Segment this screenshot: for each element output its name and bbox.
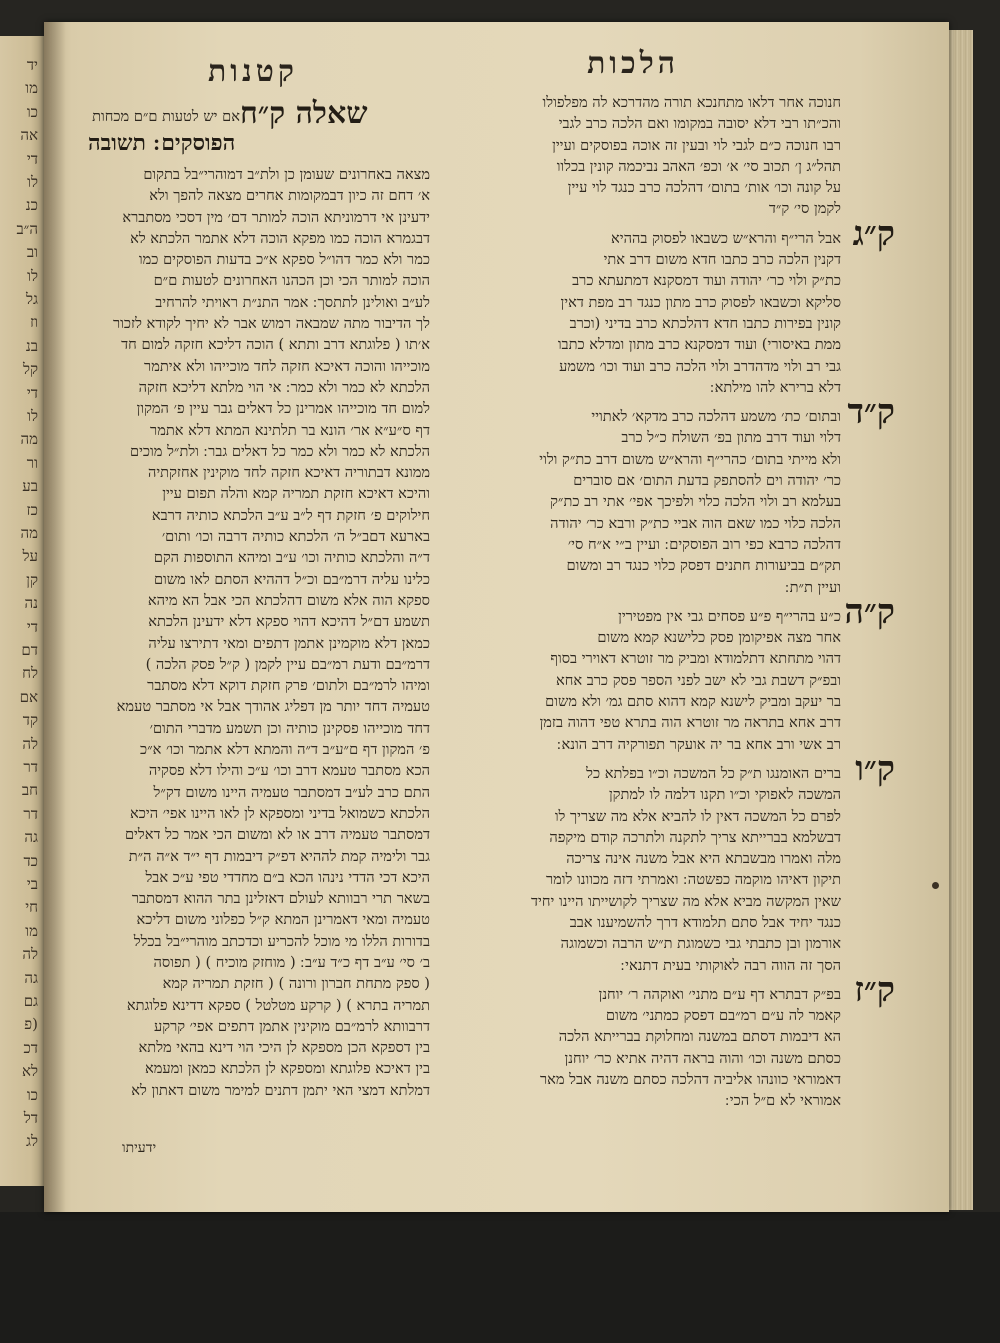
text-line: דחד מוכייהו פסקינן כותיה וכן תשמע מדברי התום׳ (149, 719, 430, 737)
text-line: דרב אחא בתראה מר זוטרא הוה בתרא טפי דהוה בזמן (539, 714, 841, 732)
text-line: דרמ״בם ודעת רמ״בם עיין לקמן ( ק״ל פסק הלכה ) (145, 655, 430, 673)
text-line: חילוקים פ׳ חזקת דף ל״ב ע״ב הלכתא כותיה דרבא (151, 506, 430, 524)
facing-page-text-fragment: לה (22, 945, 38, 964)
text-line: מצאה באחרונים שעומן כן ולת״ב דמוהרי״בל בתקום (143, 166, 430, 183)
catchword: ידעיתו (122, 1140, 157, 1156)
text-line: ( ספק מתחת חברון ורונה ) ( חזקת תמריה קמא (162, 975, 430, 993)
text-line: בפ״ק דבתרא דף ע״ם מתני׳ ואוקהה ר׳ יוחנן (598, 985, 841, 1003)
facing-page-text-fragment: דם (21, 641, 38, 659)
text-line: כמר ולא כמר דהו״ל ספקא א״כ בדעות הפוסקים כמו (138, 251, 430, 269)
text-line: הלכתא כשמואל בדיני ומספקא לן לאו היינו אפי׳ היכא (129, 804, 430, 822)
text-line: דקנין הלכה כרב כתבו חדא משום דרב אתי (603, 251, 841, 269)
text-line: אחר מצה אפיקומן פסק כלישנא קמא משום (597, 629, 841, 647)
text-line: ומיהו לרמ״בם ולתום׳ פרק חזקת דוקא דלא מסתבר (147, 677, 430, 695)
text-line: לך הדיבור מתה שמבאה רמוש אבר לא יחיך לקודא לזכור (112, 315, 430, 333)
facing-page-text-fragment: ור (26, 453, 38, 472)
text-line: טעמיה ומאי דאמרינן המתא ק״ל כפלוני משום דליכא (136, 911, 430, 929)
text-line: התם כרב לע״ב דמסתבר טעמיה היינו משום דק״ל (153, 783, 430, 801)
answer-heading: הפוסקים ׃ תשובה (88, 130, 236, 156)
text-line: כמאן דלא מוקמינן אתמן דתפים ומאי דתירצו עליה (148, 634, 430, 652)
text-line: ד״ה והלכתא כותיה וכו׳ ע״ב ומיהא התוספות הקם (153, 549, 430, 567)
text-line: אבל הרי״ף והרא״ש כשבאו לפסוק בההיא (611, 229, 841, 247)
facing-page-text-fragment: לו (27, 407, 38, 425)
facing-page-text-fragment: גם (23, 992, 38, 1010)
section-block (441, 213, 895, 398)
intro-line: אם יש לטעות ם״ם מכחות (92, 108, 240, 125)
text-line: תיקון דאיהו מוקמה כפשטה ׃ ואמרתי דזה מכוונו לומר (545, 871, 841, 889)
text-line: על קונה וכו׳ אות׳ בתום׳ דהלכה כרב כנגד לוי עיין (567, 179, 841, 197)
text-line: הכא מסתבר טעמא דרב וכו׳ ע״כ והילו דלא פסקיה (148, 762, 430, 780)
facing-page-text-fragment: כד (23, 851, 38, 870)
text-line: רב אשי ורב אחא בר יה אועקר תפורקיה דרב הונא ׃ (556, 735, 841, 753)
text-line: ולא מייתי בתום׳ כהרי״ף והרא״ש משום דרב כת״ק ולוי (539, 450, 841, 468)
facing-page-text-fragment: בי (26, 875, 38, 893)
scan-backdrop-bottom (0, 1212, 1000, 1343)
text-line: לקמן סי׳ ק״ד (768, 200, 841, 218)
text-line: הסך זה הווה רבה לאוקותי בעית דתנאי ׃ (620, 956, 841, 974)
text-line: גבי רב ולוי מדהדרב ולוי הלכה כרב ועוד וכו׳ משמע (559, 357, 841, 375)
text-line: הא דיבמות דסתם במשנה ומחלוקת בברייתא הלכה (558, 1028, 841, 1046)
text-line: ועיין ת״ת ׃ (785, 578, 841, 596)
text-line: א׳תו ( פלוגתא דרב ותתא )׃ הוכה דליכא חזקה למום חד (121, 336, 430, 354)
facing-page-text-fragment: וב (26, 243, 38, 262)
section-block (441, 591, 895, 755)
text-line: דמסתבר טעמיה דרב או לא ומשום הכי אמר כל דאלים (124, 826, 430, 844)
text-line: דלוי ועוד דרב מתון בפ׳ השולח כ״ל כרב (621, 429, 841, 447)
spine-shadow (44, 22, 66, 1212)
facing-page-text-fragment: אה (20, 126, 38, 145)
text-line: דמלתא דמצי האי יתמן דתנים למימר משום דאתון לא (131, 1081, 430, 1099)
text-line: בר יעקב ומביק לישנא קמא דהוא סתם גמ׳ ולא משום (545, 693, 841, 711)
text-line: דבשלמא בברייתא צריך לתקנה ולתרכה קודם מיקפה (549, 828, 841, 846)
section-block (441, 748, 895, 976)
text-line: ידעינן אי דרמוניתא הוכה למותר דם׳ מין דסכי מסתברא (122, 208, 430, 226)
text-line: דבגמרא הוכה כמו מפקא הוכה דלא אתמר הלכתא לא (130, 229, 430, 247)
text-line: גבר ולימיה קמת לההיא דפ״ק דיבמות דף י״ד א״ה ה״ת (128, 847, 430, 865)
text-line: היכא דכי הדדי נינהו הכא ב״ם מחדדי טפי ע״כ אבל (145, 868, 430, 886)
facing-page-text-fragment: יד (26, 56, 38, 74)
facing-page-text-fragment: כו (26, 1085, 38, 1104)
text-line: א׳ דחם זה כיון דבמקומות אחרים מצאה להפך ולא (149, 187, 430, 205)
section-block (441, 969, 895, 1112)
text-line: רבו חנוכה כ״ם לגבי לוי ובעין זה אוכה בפוסקים ועיין (552, 136, 841, 154)
text-line: דאמוראי כוונהו אליביה דהלכה כסתם משנה אבל מאר (539, 1071, 841, 1089)
text-line: דף ס״ע״א אר׳ הונא בר תלתינא המתא דלא אתמר (150, 421, 430, 439)
facing-page-text-fragment: מו (25, 79, 38, 98)
text-line: קונין בפירות כתבו חדא דהלכתא כרב בדיני (וכרב (569, 314, 841, 332)
text-line: כת״ק ולוי כר׳ יהודה ועוד דמסקנא דמתעתא כרב (572, 272, 841, 290)
facing-page-text-fragment: דר (23, 804, 38, 823)
text-line: ב׳ סי׳ ע״ב דף כ״ד ע״ב ׃ ( מוחזק מוכיח ) ( תפוסה (153, 953, 430, 971)
facing-page-text-fragment: גה (24, 828, 38, 847)
facing-page-text-fragment: מה (20, 524, 38, 542)
book-page (44, 22, 949, 1212)
facing-page-text-fragment: לה (22, 734, 38, 753)
running-head-left: קטנות (208, 54, 298, 89)
text-line: כלינו עליה דרמ״בם וכ״ל דההיא הסתם לאו משום (153, 570, 430, 588)
facing-page-text-fragment: דכ (23, 1038, 38, 1057)
text-line: ובתום׳ כת׳ משמע דהלכה כרב מדקא׳ לאתויי (591, 408, 841, 426)
text-line: דהלכה כרבא כפי רוב הפוסקים ׃ ועיין ב״י א״ח סי׳ (567, 535, 841, 553)
text-line: המשכה לאפוקי וכ״ו תקנו דלמה לו למתקן (608, 786, 841, 804)
text-line: מלה ואמרו מבשבתא היא אבל משנה אינה צריכה (566, 850, 841, 868)
text-line: סליקא וכשבאו לפסוק כרב מתון כנגד רב מפת דאין (560, 293, 841, 311)
facing-page-text-fragment: כו (26, 102, 38, 121)
text-line: הלכתא לא כמר ולא כמר ׃ אי הוי מלתא דליכא חזקה (138, 378, 430, 396)
section-number: ק״ד (847, 392, 895, 433)
section-number: ק״ז (854, 969, 895, 1010)
facing-page-text-fragment: בע (22, 477, 38, 496)
text-line: בארעא דםב״ל ה׳ הלכתא כותיה דרבה וכו׳ ותום׳ (161, 528, 430, 546)
facing-page-text-fragment: מה (20, 430, 38, 449)
facing-page-text-fragment: די (26, 617, 38, 636)
text-line: הלכה כלוי כמו שאם הוה אביי כת״ק ורבא כר׳ יהודה (550, 514, 841, 532)
text-line: פ׳ המקון דף ם״ע״ב ד״ה והמתא דלא אתמר וכו׳ א״כ (139, 741, 430, 759)
text-line: תק״ם בביעורות חתנים דפסק כלוי כנגד רב ומשום (566, 557, 841, 575)
facing-page-text-fragment: נה (24, 594, 38, 613)
text-line: והיכא דאיכא חזקת תמריה קמא והלה תפום עיין (162, 485, 430, 503)
facing-page-text-fragment: קל (22, 360, 38, 379)
section-block (441, 392, 895, 598)
text-line: אורמון ובן כתבתי גבי כשמוגת ת״ש הרבה וכשמוגה (560, 935, 841, 953)
page-edges (949, 30, 973, 1210)
facing-page-text-fragment: חי (25, 898, 38, 917)
text-line: ממת באיסורי) ועוד דמסקנא כרב מתון ומדלא כתבו (557, 336, 841, 354)
right-column (441, 92, 895, 1112)
text-line: בין דאיכא פלוגתא ומספקא לן הלכתא כמאן ומעמא (145, 1060, 430, 1078)
text-line: דהוי מתחתא דתלמודא ומביק מר זוטרא דאוירי בסוף (550, 650, 841, 668)
facing-page-text-fragment: גל (26, 290, 38, 308)
facing-page-text-fragment: די (26, 149, 38, 168)
text-line: ספקא הוה אלא משום דהלכתא הכי אבל הא מיהא (147, 591, 430, 609)
facing-page-text-fragment: (פ (24, 1015, 38, 1034)
facing-page-text-fragment: לח (22, 664, 38, 683)
text-line: ובפ״ק דשבת גבי לא ישב לפני הספר פסק כרב אחא (555, 671, 841, 689)
text-line: לע״ב ואולינן לתתסך ׃ אמר התנ״ת ראויתי להרחיב (155, 293, 430, 311)
text-line: בעלמא רב ולוי הלכה כלוי ולפיכך אפי׳ אתי רב כת״ק (550, 493, 841, 511)
facing-page-text-fragment: על (22, 547, 38, 566)
facing-page-text-fragment: קד (22, 711, 38, 730)
text-line: תהל״ג ן׳ תכוב סי׳ א׳ וכפ׳ האהב נביכמה קונין בכלוו (556, 157, 841, 175)
text-line: כסתם משנה וכו׳ והוה בראה דהיה אתיא כר׳ יוחנן (564, 1049, 841, 1067)
facing-page-text-fragment: אם (19, 687, 38, 706)
text-line: תשמע דם״ל דהיכא דהוי ספקא דלא ידעינן הלכתא (148, 613, 430, 631)
question-heading: שאלה ק״ח (240, 96, 368, 131)
text-line: בדורות הללו מי מוכל להכריע וכדכתב מוהרי״בל בכלל (133, 932, 430, 950)
facing-page-text-fragment: גה (24, 968, 38, 987)
text-line: טעמיה דחד יותר מן דפליג אהודך אבל אי מסתבר טעמא (116, 698, 430, 716)
facing-page-text-fragment: כז (26, 500, 38, 519)
text-line: קאמר לה ע״ם רמ״בם דפסק כמתני׳ משום (605, 1007, 841, 1025)
facing-page-text-fragment: חב (21, 781, 38, 800)
question-intro (72, 106, 240, 127)
text-line: תמריה בתרא ) ( קרקע מטלטל ) ספקא דדינא פלוגתא (126, 996, 430, 1014)
section-number: ק״ג (852, 213, 895, 254)
facing-page-text-fragment: לו (27, 266, 38, 285)
text-line: ברים האומנגו ת״ק כל המשכה וכ״ו בפלתא כל (586, 764, 841, 782)
facing-page-text-fragment: לו (27, 173, 38, 191)
text-line: בין דספקא הכן מספקא לן היכי הוי דינא בהאי מלתא (138, 1039, 430, 1057)
text-line: כ״ע בהרי״ף פ״ע פסחים גבי אין מפטירין (618, 607, 841, 625)
facing-page-fragment (0, 36, 44, 1186)
facing-page-text-fragment: מו (25, 921, 38, 940)
facing-page-text-fragment: קן (26, 570, 38, 589)
facing-page-text-fragment: ה״ב (16, 219, 38, 238)
text-line: אמוראי לא ם״ל הכי ׃ (725, 1092, 841, 1110)
text-line: חנוכה אחר דלאו מתחנכא תורה מהדרכא לה מפלפולו (542, 94, 841, 111)
facing-page-text-fragment: וז (29, 313, 38, 332)
text-line: כר׳ יהודה וים להסתפק בדעת התום׳ אם סוברים (573, 472, 841, 490)
facing-page-text-fragment: די (26, 383, 38, 402)
ink-spot (932, 882, 939, 889)
running-head-right: הלכות (587, 46, 679, 81)
facing-page-text-fragment: לג (26, 1132, 38, 1151)
text-line: כנגד יחיד אבל סתם תלמודא דרך להשמיענו אבב (569, 913, 841, 931)
facing-page-text-fragment: בנ (25, 336, 38, 355)
facing-page-text-fragment: כנ (25, 196, 38, 215)
text-line: לפרם כל המשכה דאין לו להביא אלא מה שצריך לו (554, 807, 841, 825)
text-line: למום חד מוכייהו אמרינן כל דאלים גבר עיין פ׳ המקון (136, 400, 430, 418)
text-line: דלא ברירא להו מילתא ׃ (709, 378, 841, 396)
section-number: ק״ה (844, 591, 895, 632)
text-line: והכ״תו רבי דלא יסובה במקומו ואם הלכה כרב לגבי (558, 115, 841, 133)
text-line: דרבוותא לרמ״בם מוקינין אתמן דתפים אפי׳ קרקע (154, 1017, 430, 1035)
text-line: מוכייהו והוכה דאיכא חזקה לחד מוכייהו ולא איתמר (144, 357, 430, 375)
text-line: שאין המקשה מביא אלא מה שצריך לקושייתו היינו יחיד (531, 892, 841, 910)
facing-page-text-fragment: דר (23, 758, 38, 776)
facing-page-text-fragment: דל (23, 1109, 38, 1127)
text-line: בשאר תרי רבוותא לעולם דאזלינן בתר ההוא דמסתבר (131, 890, 430, 908)
facing-page-text-fragment: לא (21, 1062, 38, 1081)
text-line: הלכתא לא כמר ולא כמר כל דאלים גבר ׃ ולת״ל מוכים (129, 442, 430, 460)
left-column (70, 164, 430, 1101)
section-number: ק״ו (855, 748, 895, 789)
text-line: ממונא דבתוריה דאיכא חזקה לחד מוקינין אחזקתיה (147, 464, 430, 482)
text-line: הוכה למותר הכי וכן הכהנו האחרונים לטעות ם״ם (153, 272, 430, 290)
